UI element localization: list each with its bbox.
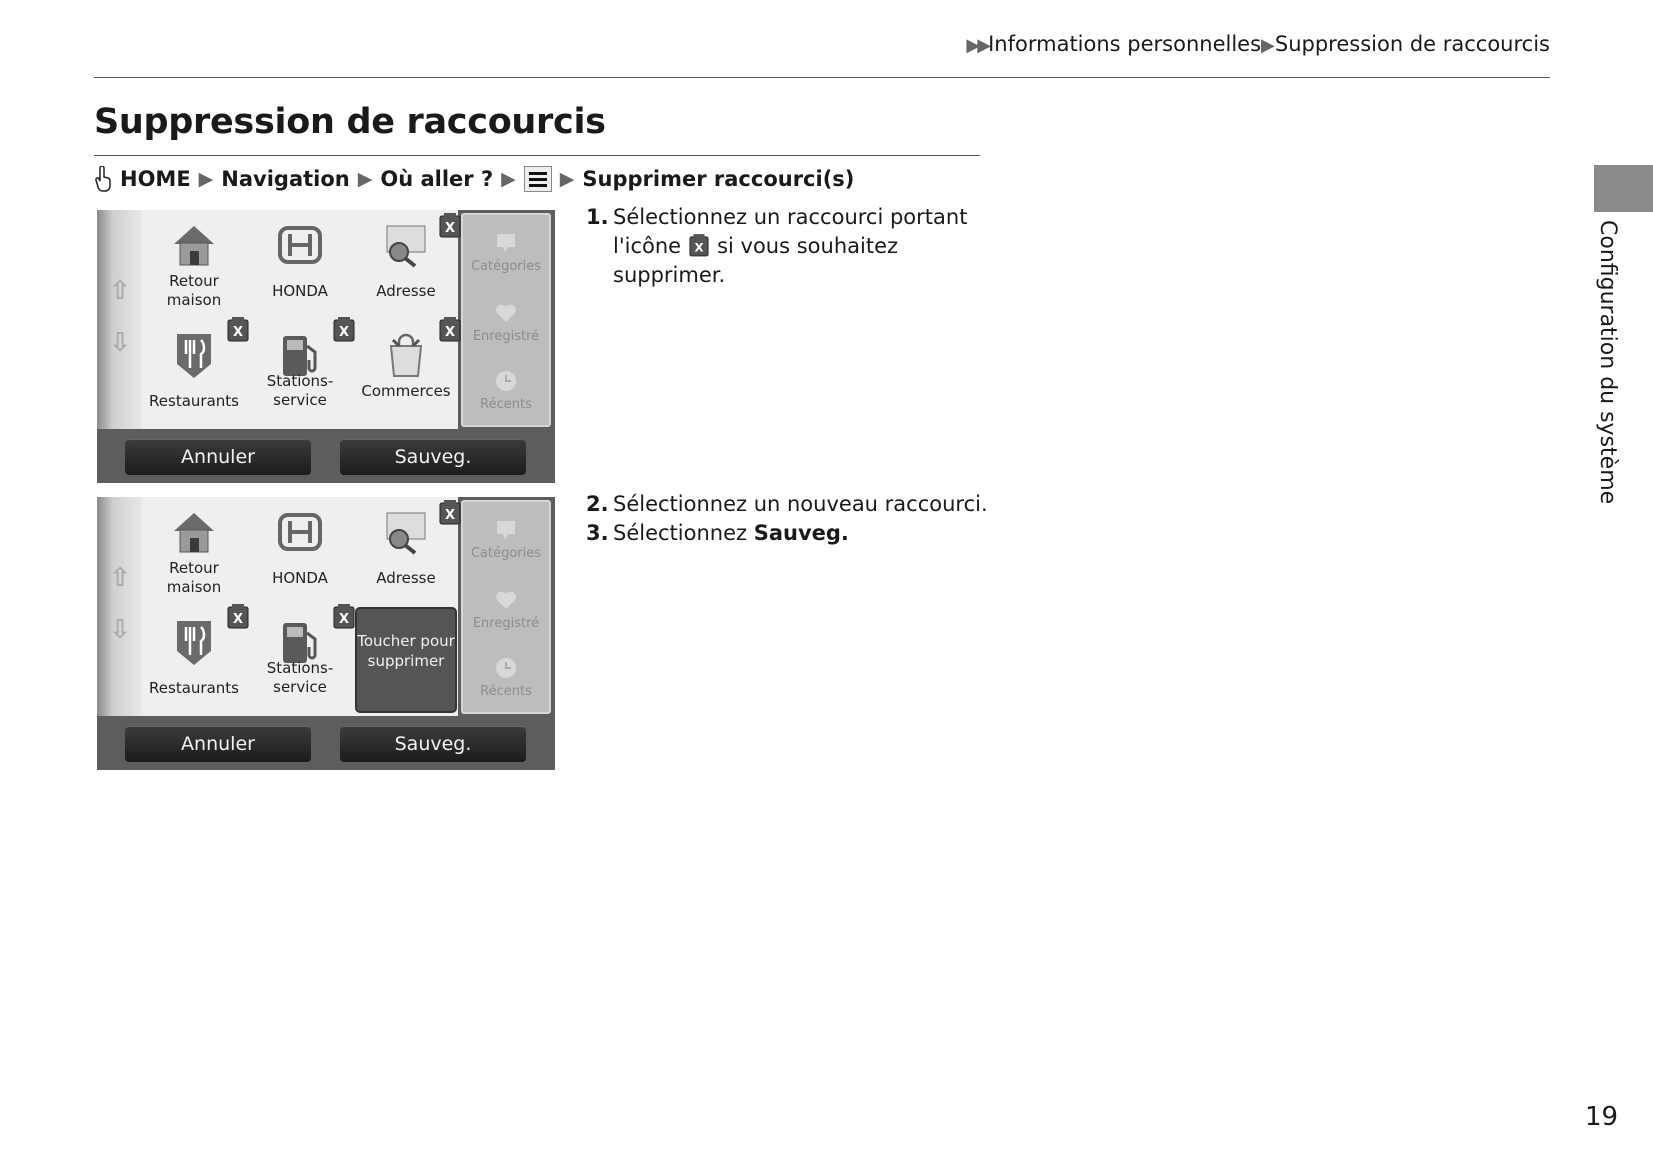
- nav-path: [94, 166, 854, 192]
- cancel-button[interactable]: Annuler: [125, 726, 311, 762]
- section-label: Configuration du système: [1595, 220, 1620, 505]
- shortcut-address[interactable]: [354, 210, 458, 316]
- category-panel: [461, 213, 551, 427]
- delete-x-icon[interactable]: [333, 316, 355, 342]
- house-icon: [169, 220, 219, 270]
- svg-text:X: X: [232, 325, 244, 340]
- shortcut-shops[interactable]: [354, 320, 458, 426]
- menu-icon: [524, 166, 552, 192]
- shortcut-label: Stations-service: [266, 659, 334, 696]
- recent-label: Récents: [480, 397, 532, 412]
- nav-navigation: Navigation: [221, 167, 350, 191]
- double-triangle-icon: ▶▶: [966, 35, 989, 56]
- step-text: Sélectionnez: [613, 521, 748, 545]
- triangle-icon: ▶: [501, 168, 516, 190]
- shortcut-label: Adresse: [376, 569, 436, 587]
- step-text: Sélectionnez un nouveau raccourci.: [613, 492, 988, 516]
- clock-icon: [494, 656, 518, 680]
- step-text: Sélectionnez un raccourci portant: [613, 205, 968, 229]
- shortcut-label: HONDA: [272, 569, 328, 587]
- button-bar: [97, 716, 555, 770]
- delete-x-icon[interactable]: [439, 316, 461, 342]
- step-1: [586, 203, 967, 290]
- recent-item[interactable]: [463, 656, 549, 699]
- clock-icon: [494, 369, 518, 393]
- heart-icon: [494, 301, 518, 325]
- page-title: Suppression de raccourcis: [94, 102, 606, 142]
- honda-logo-icon: [275, 220, 325, 270]
- shortcut-honda[interactable]: [248, 210, 352, 316]
- saved-label: Enregistré: [472, 329, 540, 344]
- shortcut-gas-stations[interactable]: [248, 320, 352, 426]
- shortcut-label: Retour maison: [166, 272, 222, 309]
- hand-touch-icon: [94, 166, 112, 192]
- header-divider: [94, 77, 1550, 78]
- envelope-search-icon: [381, 507, 431, 557]
- delete-x-icon[interactable]: [439, 499, 461, 525]
- scroll-up-icon[interactable]: ⇧: [109, 276, 131, 306]
- triangle-icon: ▶: [559, 168, 575, 190]
- house-icon: [169, 507, 219, 557]
- shortcut-restaurants[interactable]: [142, 607, 246, 713]
- cancel-button[interactable]: Annuler: [125, 439, 311, 475]
- step-text: supprimer.: [613, 263, 726, 287]
- scroll-up-icon[interactable]: ⇧: [109, 563, 131, 593]
- saved-label: Enregistré: [472, 616, 540, 631]
- delete-confirm-tile[interactable]: Toucher pour supprimer: [355, 607, 457, 713]
- page-number: 19: [1585, 1102, 1619, 1132]
- nav-screen-2: [97, 497, 555, 770]
- save-button[interactable]: Sauveg.: [340, 726, 526, 762]
- recent-item[interactable]: [463, 369, 549, 412]
- saved-item[interactable]: [463, 301, 549, 344]
- svg-text:X: X: [232, 612, 244, 627]
- step-emphasis: Sauveg.: [753, 521, 849, 545]
- svg-text:X: X: [338, 325, 350, 340]
- svg-text:X: X: [444, 221, 456, 236]
- step-number: 1.: [586, 205, 609, 229]
- step-text: si vous souhaitez: [717, 234, 899, 258]
- step-number: 2.: [586, 492, 609, 516]
- shopping-bag-icon: [381, 330, 431, 380]
- scroll-column: [97, 497, 142, 716]
- delete-x-icon[interactable]: [227, 316, 249, 342]
- save-button[interactable]: Sauveg.: [340, 439, 526, 475]
- svg-text:X: X: [338, 612, 350, 627]
- delete-x-icon[interactable]: [333, 603, 355, 629]
- breadcrumb: [966, 32, 1550, 56]
- speech-bubble-icon: [494, 518, 518, 542]
- category-item[interactable]: [463, 231, 549, 274]
- step-2-3: [586, 490, 988, 548]
- svg-text:X: X: [444, 325, 456, 340]
- restaurant-icon: [169, 330, 219, 380]
- nav-where: Où aller ?: [380, 167, 494, 191]
- step-number: 3.: [586, 521, 609, 545]
- button-bar: [97, 429, 555, 483]
- delete-x-icon[interactable]: [227, 603, 249, 629]
- shortcut-honda[interactable]: [248, 497, 352, 603]
- triangle-icon: ▶: [357, 168, 373, 190]
- shortcut-label: Retour maison: [166, 559, 222, 596]
- shortcut-label: Adresse: [376, 282, 436, 300]
- restaurant-icon: [169, 617, 219, 667]
- category-panel: [461, 500, 551, 714]
- triangle-icon: ▶: [198, 168, 214, 190]
- svg-text:X: X: [444, 508, 456, 523]
- scroll-down-icon[interactable]: ⇩: [109, 328, 131, 358]
- svg-text:X: X: [694, 240, 704, 255]
- shortcut-label: Restaurants: [149, 392, 239, 410]
- shortcut-label: Commerces: [361, 382, 451, 400]
- category-item[interactable]: [463, 518, 549, 561]
- nav-action: Supprimer raccourci(s): [582, 167, 855, 191]
- heart-icon: [494, 588, 518, 612]
- section-tab: [1594, 165, 1653, 212]
- shortcut-restaurants[interactable]: [142, 320, 246, 426]
- breadcrumb-page: Suppression de raccourcis: [1274, 32, 1550, 56]
- scroll-column: [97, 210, 142, 429]
- shortcut-home[interactable]: [142, 210, 246, 316]
- shortcut-address[interactable]: [354, 497, 458, 603]
- triangle-icon: ▶: [1261, 35, 1275, 56]
- delete-x-icon[interactable]: [439, 212, 461, 238]
- saved-item[interactable]: [463, 588, 549, 631]
- shortcut-home[interactable]: [142, 497, 246, 603]
- nav-screen-1: [97, 210, 555, 483]
- shortcut-gas-stations[interactable]: [248, 607, 352, 713]
- step-text: l'icône: [613, 234, 682, 258]
- envelope-search-icon: [381, 220, 431, 270]
- speech-bubble-icon: [494, 231, 518, 255]
- category-label: Catégories: [470, 546, 542, 561]
- shortcut-label: Restaurants: [149, 679, 239, 697]
- honda-logo-icon: [275, 507, 325, 557]
- nav-home: HOME: [120, 167, 191, 191]
- delete-x-icon: [689, 233, 709, 257]
- shortcut-label: HONDA: [272, 282, 328, 300]
- recent-label: Récents: [480, 684, 532, 699]
- title-divider: [94, 155, 980, 156]
- breadcrumb-section: Informations personnelles: [988, 32, 1262, 56]
- shortcut-label: Stations-service: [266, 372, 334, 409]
- scroll-down-icon[interactable]: ⇩: [109, 615, 131, 645]
- shortcut-grid: [142, 210, 458, 429]
- category-label: Catégories: [470, 259, 542, 274]
